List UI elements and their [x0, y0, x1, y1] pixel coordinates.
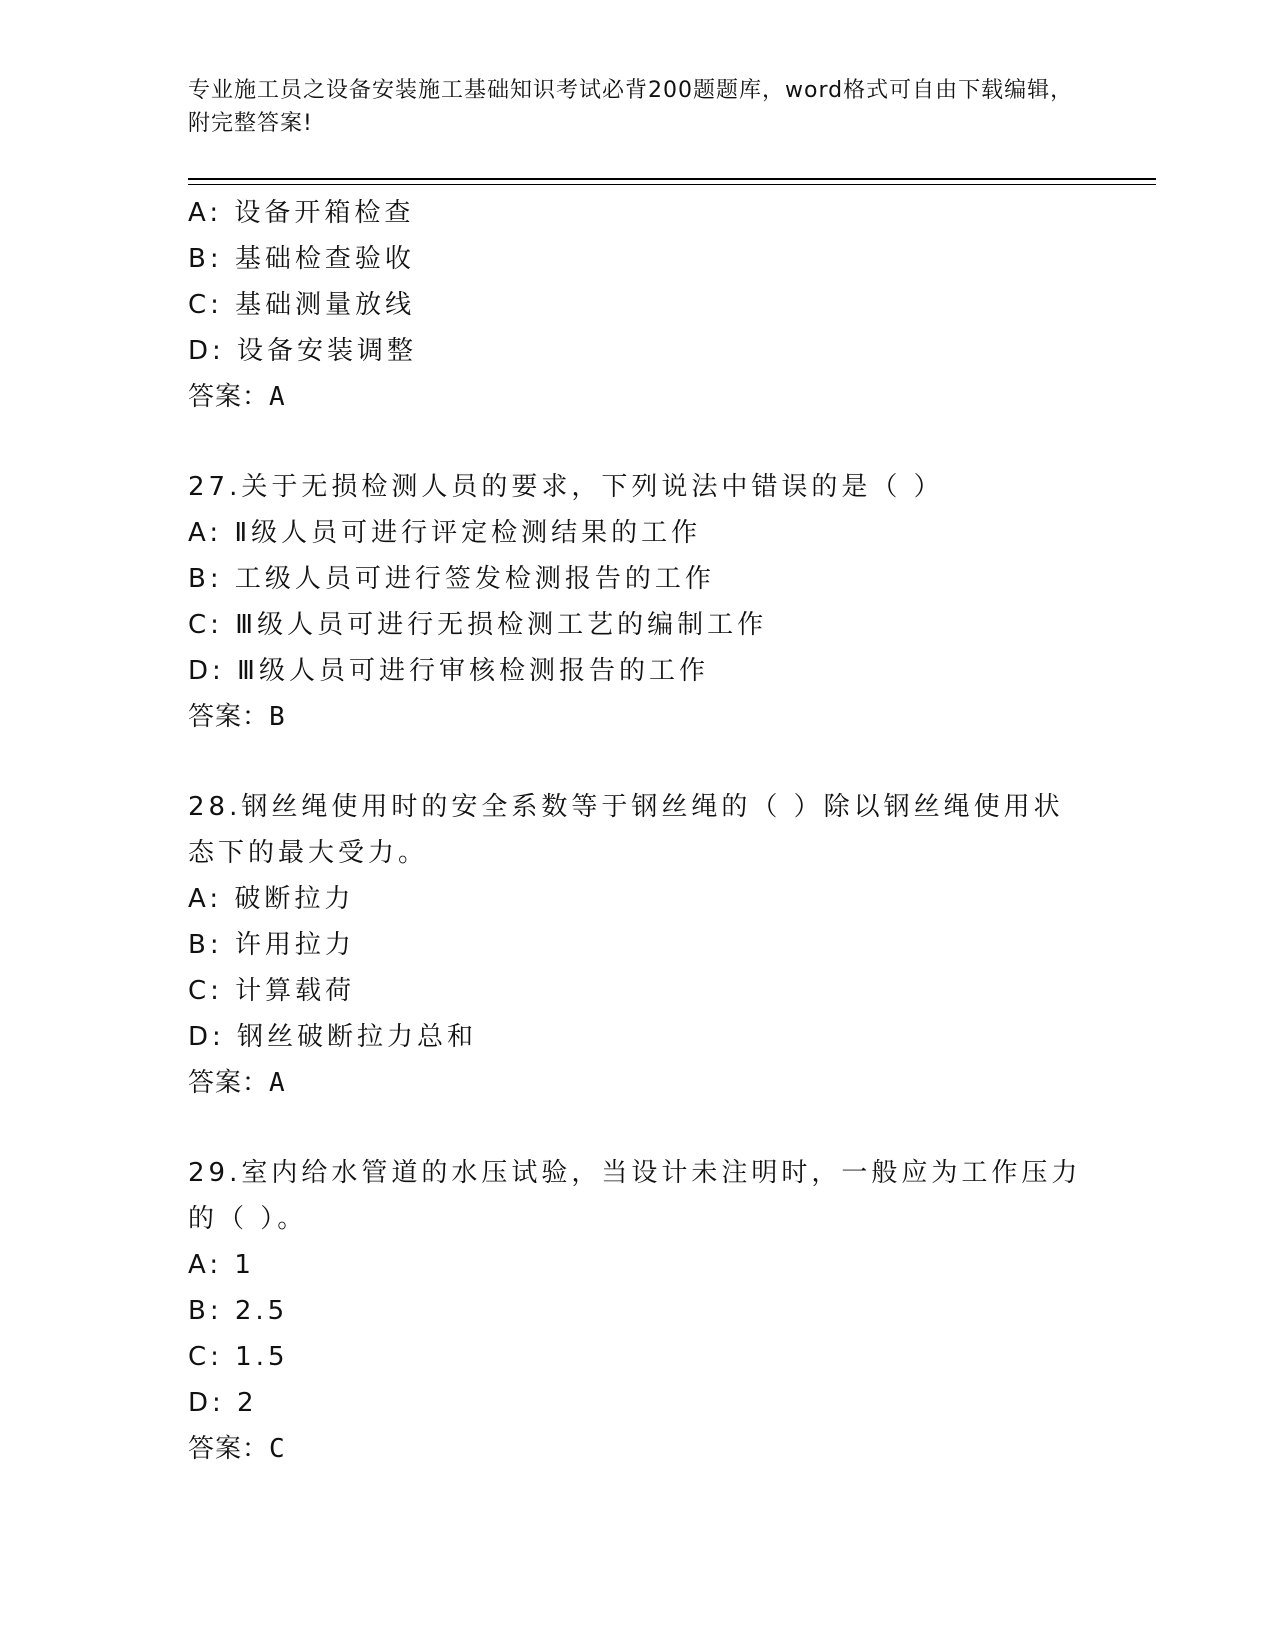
answer-value: A — [269, 382, 286, 412]
option-b: B: 2.5 — [188, 1296, 289, 1326]
answer-value: A — [269, 1068, 286, 1098]
answer-line — [188, 1060, 1088, 1106]
option-b: B: 许用拉力 — [188, 930, 355, 960]
answer-label: 答案： — [188, 702, 270, 732]
answer-line — [188, 694, 1088, 740]
option-a: A: 1 — [188, 1250, 255, 1280]
option-c: C: 基础测量放线 — [188, 290, 416, 320]
question-text: 27.关于无损检测人员的要求，下列说法中错误的是（ ） — [188, 472, 944, 502]
answer-label: 答案： — [188, 1434, 270, 1464]
question-text: 29.室内给水管道的水压试验，当设计未注明时，一般应为工作压力的（ ）。 — [188, 1158, 1082, 1234]
option-d: D: 2 — [188, 1388, 258, 1418]
question-block-28 — [188, 784, 1088, 1106]
option-a: A: Ⅱ级人员可进行评定检测结果的工作 — [188, 518, 702, 548]
option-b: B: 基础检查验收 — [188, 244, 415, 274]
header-divider-thin — [188, 184, 1156, 185]
option-d: D: Ⅲ级人员可进行审核检测报告的工作 — [188, 656, 709, 686]
header-divider-thick — [188, 178, 1156, 180]
question-text: 28.钢丝绳使用时的安全系数等于钢丝绳的（ ）除以钢丝绳使用状态下的最大受力。 — [188, 792, 1064, 868]
answer-line — [188, 374, 1088, 420]
question-block-26 — [188, 190, 1088, 420]
question-block-29 — [188, 1150, 1088, 1472]
document-header: 专业施工员之设备安装施工基础知识考试必背200题题库，word格式可自由下载编辑，附完整答案! — [188, 78, 1074, 136]
option-d: D: 设备安装调整 — [188, 336, 418, 366]
option-c: C: Ⅲ级人员可进行无损检测工艺的编制工作 — [188, 610, 768, 640]
answer-label: 答案： — [188, 382, 270, 412]
option-a: A: 设备开箱检查 — [188, 198, 415, 228]
option-b: B: 工级人员可进行签发检测报告的工作 — [188, 564, 715, 594]
question-block-27 — [188, 464, 1088, 740]
option-a: A: 破断拉力 — [188, 884, 355, 914]
answer-value: C — [269, 1434, 286, 1464]
option-c: C: 计算载荷 — [188, 976, 356, 1006]
answer-label: 答案： — [188, 1068, 270, 1098]
answer-value: B — [269, 702, 286, 732]
option-d: D: 钢丝破断拉力总和 — [188, 1022, 478, 1052]
answer-line — [188, 1426, 1088, 1472]
question-list — [188, 190, 1088, 1472]
option-c: C: 1.5 — [188, 1342, 289, 1372]
